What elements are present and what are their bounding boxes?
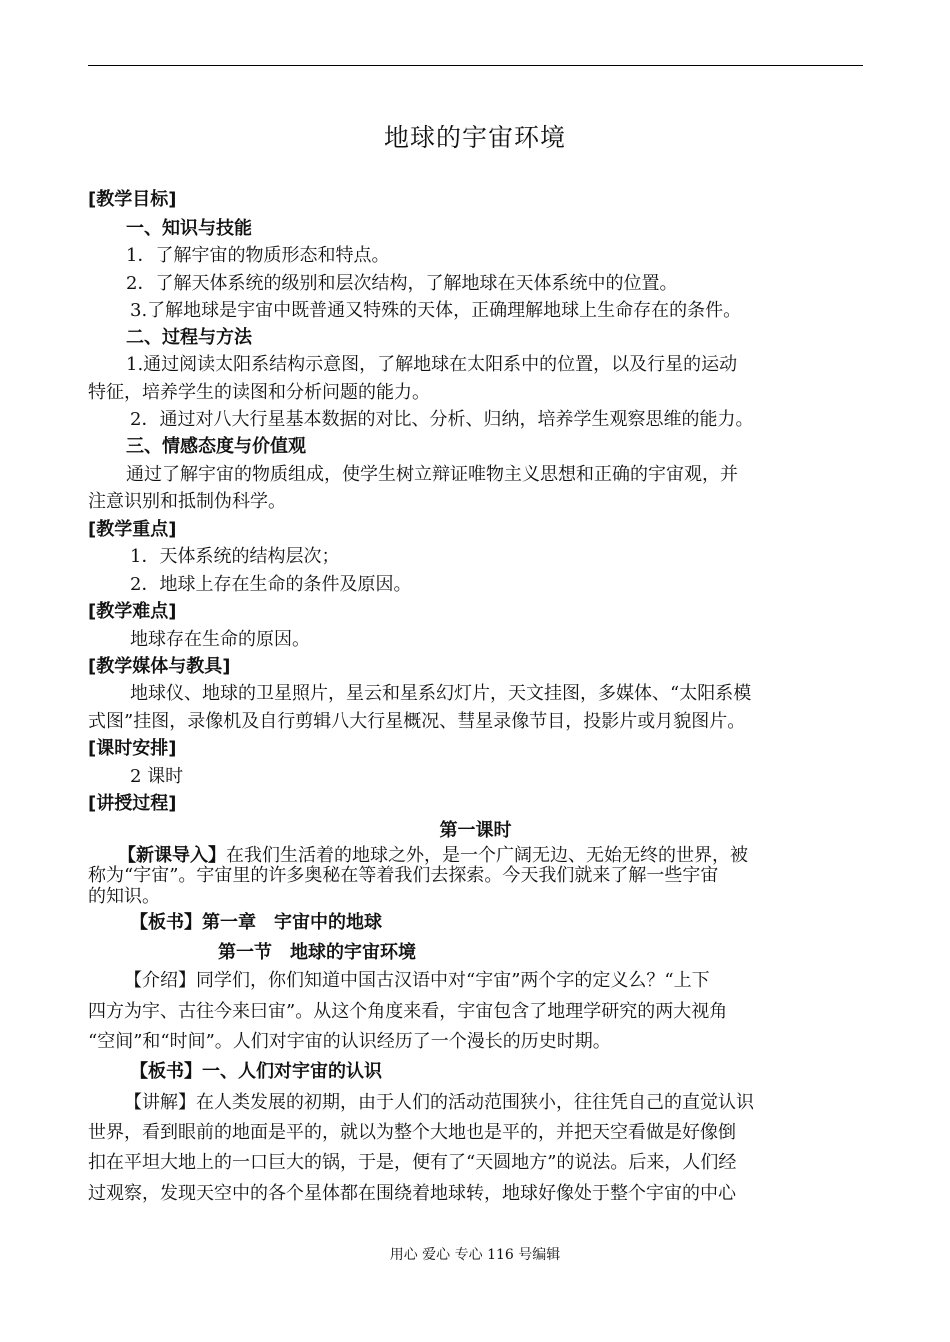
paragraph-line: 注意识别和抵制伪科学。 [88,491,286,512]
lesson-heading: 第一课时 [439,820,512,841]
paragraph-text: 在我们生活着的地球之外，是一个广阔无边、无始无终的世界，被 [226,845,748,866]
section-heading-focus: [教学重点] [88,519,177,540]
paragraph-line: 2．通过对八大行星基本数据的对比、分析、归纳，培养学生观察思维的能力。 [130,409,754,430]
paragraph-line: 2 课时 [130,766,184,787]
paragraph-line: 地球存在生命的原因。 [130,629,310,650]
paragraph-line: 【介绍】同学们，你们知道中国古汉语中对“宇宙”两个字的定义么？“上下 [124,970,710,991]
paragraph-line: 世界，看到眼前的地面是平的，就以为整个大地也是平的，并把天空看做是好像倒 [88,1122,736,1143]
board-heading: 【板书】一、人们对宇宙的认识 [130,1061,382,1082]
paragraph-line: 式图”挂图，录像机及自行剪辑八大行星概况、彗星录像节目，投影片或月貌图片。 [88,711,746,732]
paragraph-line: “空间”和“时间”。人们对宇宙的认识经历了一个漫长的历史时期。 [88,1031,611,1052]
subheading-process: 二、过程与方法 [126,327,252,348]
paragraph-line: 过观察，发现天空中的各个星体都在围绕着地球转，地球好像处于整个宇宙的中心 [88,1183,736,1204]
paragraph-line: 地球仪、地球的卫星照片，星云和星系幻灯片，天文挂图，多媒体、“太阳系模 [130,683,752,704]
paragraph-line: 1．天体系统的结构层次； [130,546,340,567]
section-heading-teaching: [讲授过程] [88,793,177,814]
paragraph-line: 3.了解地球是宇宙中既普通又特殊的天体，正确理解地球上生命存在的条件。 [130,300,742,321]
paragraph-line: 1．了解宇宙的物质形态和特点。 [126,245,390,266]
section-heading-schedule: [课时安排] [88,738,177,759]
label-intro: 【新课导入】 [118,845,226,866]
paragraph-line: 的知识。 [88,886,160,907]
paragraph-line: 特征，培养学生的读图和分析问题的能力。 [88,382,430,403]
paragraph-line: 2．地球上存在生命的条件及原因。 [130,574,412,595]
paragraph-line: 四方为宇、古往今来曰宙”。从这个角度来看，宇宙包含了地理学研究的两大视角 [88,1001,728,1022]
board-chapter: 【板书】第一章 宇宙中的地球 [130,912,382,933]
board-section: 第一节 地球的宇宙环境 [218,942,416,963]
paragraph-line: 通过了解宇宙的物质组成，使学生树立辩证唯物主义思想和正确的宇宙观，并 [126,464,738,485]
paragraph-line: 1.通过阅读太阳系结构示意图，了解地球在太阳系中的位置，以及行星的运动 [126,354,738,375]
page-footer: 用心 爱心 专心 116 号编辑 [389,1247,561,1263]
section-heading-media: [教学媒体与教具] [88,656,231,677]
subheading-knowledge: 一、知识与技能 [126,218,252,239]
header-rule [88,65,863,66]
paragraph-line: 称为“宇宙”。宇宙里的许多奥秘在等着我们去探索。今天我们就来了解一些宇宙 [88,865,719,886]
subheading-values: 三、情感态度与价值观 [126,436,306,457]
paragraph-line: 【讲解】在人类发展的初期，由于人们的活动范围狭小，往往凭自己的直觉认识 [124,1092,754,1113]
section-heading-difficulty: [教学难点] [88,601,177,622]
section-heading-objectives: [教学目标] [88,189,177,210]
paragraph-line: 2．了解天体系统的级别和层次结构，了解地球在天体系统中的位置。 [126,273,678,294]
paragraph-line: 扣在平坦大地上的一口巨大的锅，于是，便有了“天圆地方”的说法。后来，人们经 [88,1152,737,1173]
document-title: 地球的宇宙环境 [383,123,566,152]
